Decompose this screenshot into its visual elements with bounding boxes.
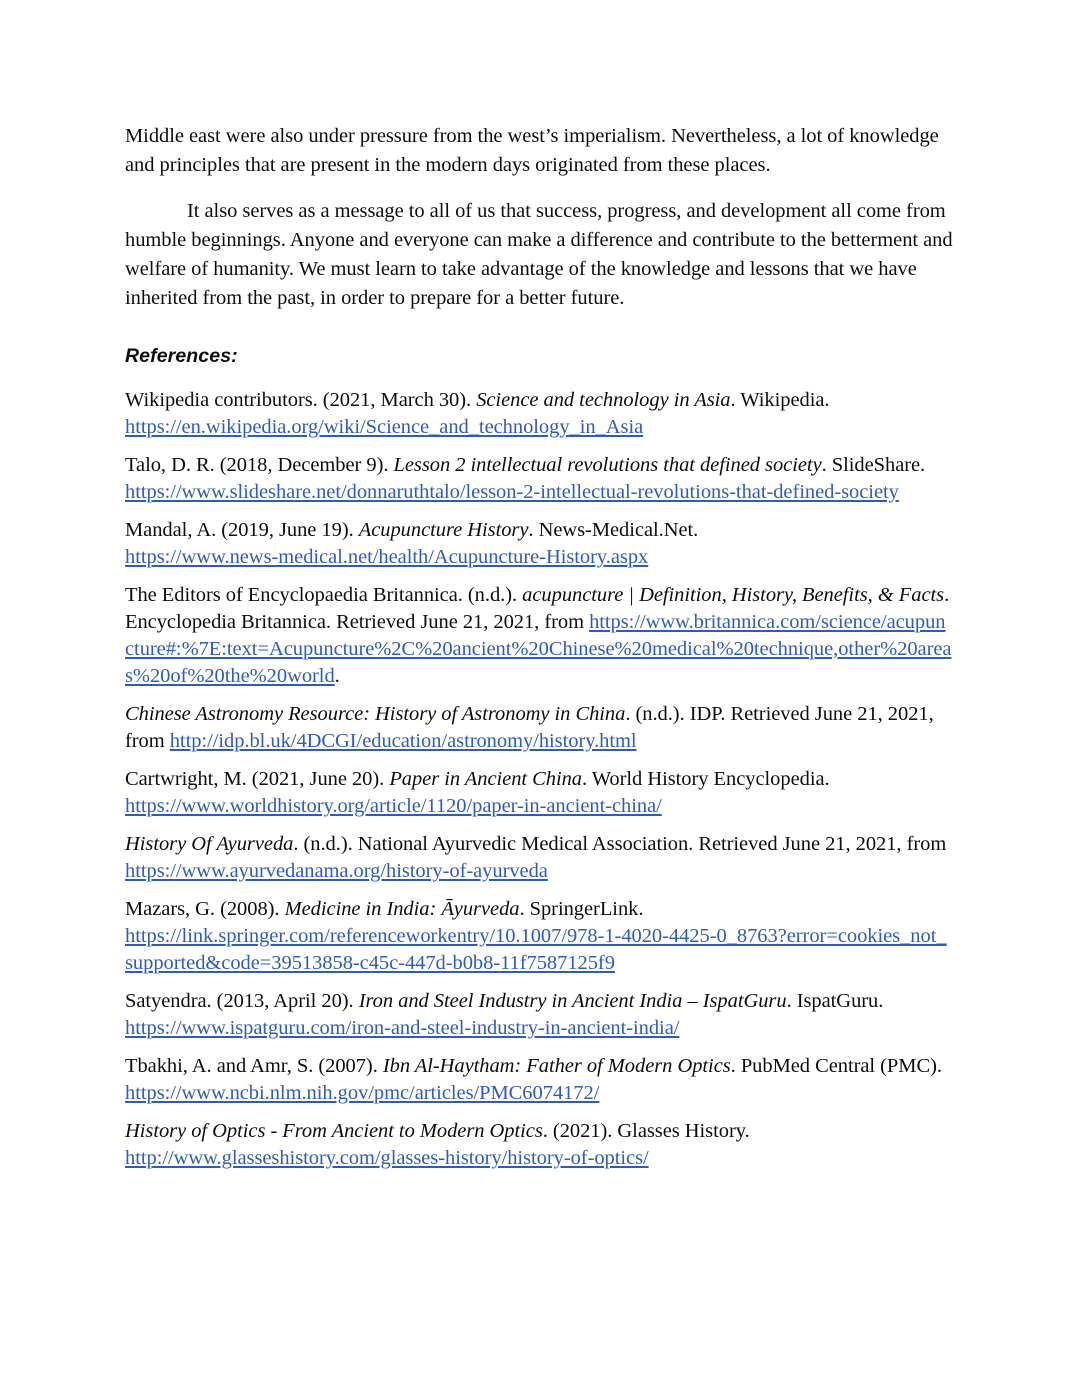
reference-author-date: Mazars, G. (2008). xyxy=(125,898,285,920)
reference-source: . SpringerLink. xyxy=(519,898,644,920)
reference-source: . News-Medical.Net. xyxy=(528,519,699,541)
reference-title: History of Optics - From Ancient to Modern Optics xyxy=(125,1120,543,1142)
reference-source: . World History Encyclopedia. xyxy=(582,768,830,790)
reference-entry xyxy=(125,1118,953,1172)
reference-source: . SlideShare. xyxy=(821,454,926,476)
reference-link[interactable]: https://www.ncbi.nlm.nih.gov/pmc/articles/PMC6074172/ xyxy=(125,1082,600,1104)
reference-link[interactable]: https://www.ayurvedanama.org/history-of-ayurveda xyxy=(125,860,548,882)
page-content xyxy=(125,122,953,1172)
reference-link-tail: . xyxy=(334,665,340,687)
reference-entry xyxy=(125,1053,953,1107)
reference-entry xyxy=(125,582,953,690)
reference-entry xyxy=(125,387,953,441)
reference-entry xyxy=(125,701,953,755)
reference-link[interactable]: https://www.britannica.com/science/acupuncture#:%7E:text=Acupuncture%2C%20ancient%20Chinese%20medical%20technique,other%20areas%20of%20the%20world xyxy=(125,611,952,687)
reference-title: acupuncture | Definition, History, Benefits, & Facts xyxy=(522,584,945,606)
reference-source: . Encyclopedia Britannica. Retrieved June 21, 2021, from xyxy=(125,584,950,633)
reference-link[interactable]: https://www.news-medical.net/health/Acupuncture-History.aspx xyxy=(125,546,649,568)
reference-author-date: Wikipedia contributors. (2021, March 30). xyxy=(125,389,477,411)
reference-source: . IspatGuru. xyxy=(786,990,884,1012)
reference-title: Science and technology in Asia xyxy=(476,389,731,411)
body-paragraph-2-text: It also serves as a message to all of us that success, progress, and development all come from humble beginnings. Anyone and everyone can make a difference and contribute to the betterment and welfare of humanity. We must learn to take advantage of the knowledge and lessons that we have inherited from the past, in order to prepare for a better future. xyxy=(125,200,953,309)
body-paragraph-1-text: Middle east were also under pressure from the west’s imperialism. Nevertheless, a lot of knowledge and principles that are present in the modern days originated from these places. xyxy=(125,125,939,176)
reference-entry xyxy=(125,831,953,885)
reference-source: . PubMed Central (PMC). xyxy=(730,1055,942,1077)
reference-link[interactable]: https://www.ispatguru.com/iron-and-steel-industry-in-ancient-india/ xyxy=(125,1017,680,1039)
references-list xyxy=(125,387,953,1172)
reference-title: History Of Ayurveda xyxy=(125,833,294,855)
reference-entry xyxy=(125,896,953,977)
reference-entry xyxy=(125,452,953,506)
reference-title: Iron and Steel Industry in Ancient India – IspatGuru xyxy=(358,990,787,1012)
reference-entry xyxy=(125,988,953,1042)
reference-title: Lesson 2 intellectual revolutions that defined society xyxy=(393,454,822,476)
reference-author-date: Satyendra. (2013, April 20). xyxy=(125,990,359,1012)
reference-author-date: Mandal, A. (2019, June 19). xyxy=(125,519,359,541)
reference-title: Ibn Al-Haytham: Father of Modern Optics xyxy=(382,1055,731,1077)
reference-entry xyxy=(125,766,953,820)
reference-source: . (n.d.). National Ayurvedic Medical Association. Retrieved June 21, 2021, from xyxy=(293,833,947,855)
reference-author-date: Tbakhi, A. and Amr, S. (2007). xyxy=(125,1055,383,1077)
reference-source: . (2021). Glasses History. xyxy=(542,1120,750,1142)
reference-link[interactable]: http://idp.bl.uk/4DCGI/education/astronomy/history.html xyxy=(169,730,637,752)
reference-author-date: Cartwright, M. (2021, June 20). xyxy=(125,768,390,790)
reference-source: . (n.d.). IDP. Retrieved June 21, 2021, from xyxy=(125,703,934,752)
reference-link[interactable]: https://www.slideshare.net/donnaruthtalo/lesson-2-intellectual-revolutions-that-defined-society xyxy=(125,481,899,503)
reference-link[interactable]: http://www.glasseshistory.com/glasses-history/history-of-optics/ xyxy=(125,1147,649,1169)
references-heading: References: xyxy=(125,345,238,367)
body-paragraph-2 xyxy=(125,197,953,313)
reference-source: . Wikipedia. xyxy=(730,389,830,411)
body-paragraph-1 xyxy=(125,122,953,180)
reference-link[interactable]: https://link.springer.com/referenceworkentry/10.1007/978-1-4020-4425-0_8763?error=cookies_not_supported&code=39513858-c45c-447d-b0b8-11f7587125f9 xyxy=(125,925,947,974)
reference-title: Acupuncture History xyxy=(358,519,529,541)
reference-link[interactable]: https://www.worldhistory.org/article/1120/paper-in-ancient-china/ xyxy=(125,795,662,817)
reference-title: Chinese Astronomy Resource: History of Astronomy in China xyxy=(125,703,626,725)
reference-author-date: Talo, D. R. (2018, December 9). xyxy=(125,454,394,476)
reference-title: Paper in Ancient China xyxy=(389,768,582,790)
reference-entry xyxy=(125,517,953,571)
reference-author-date: The Editors of Encyclopaedia Britannica. (n.d.). xyxy=(125,584,523,606)
reference-title: Medicine in India: Āyurveda xyxy=(284,898,520,920)
reference-link[interactable]: https://en.wikipedia.org/wiki/Science_and_technology_in_Asia xyxy=(125,416,644,438)
